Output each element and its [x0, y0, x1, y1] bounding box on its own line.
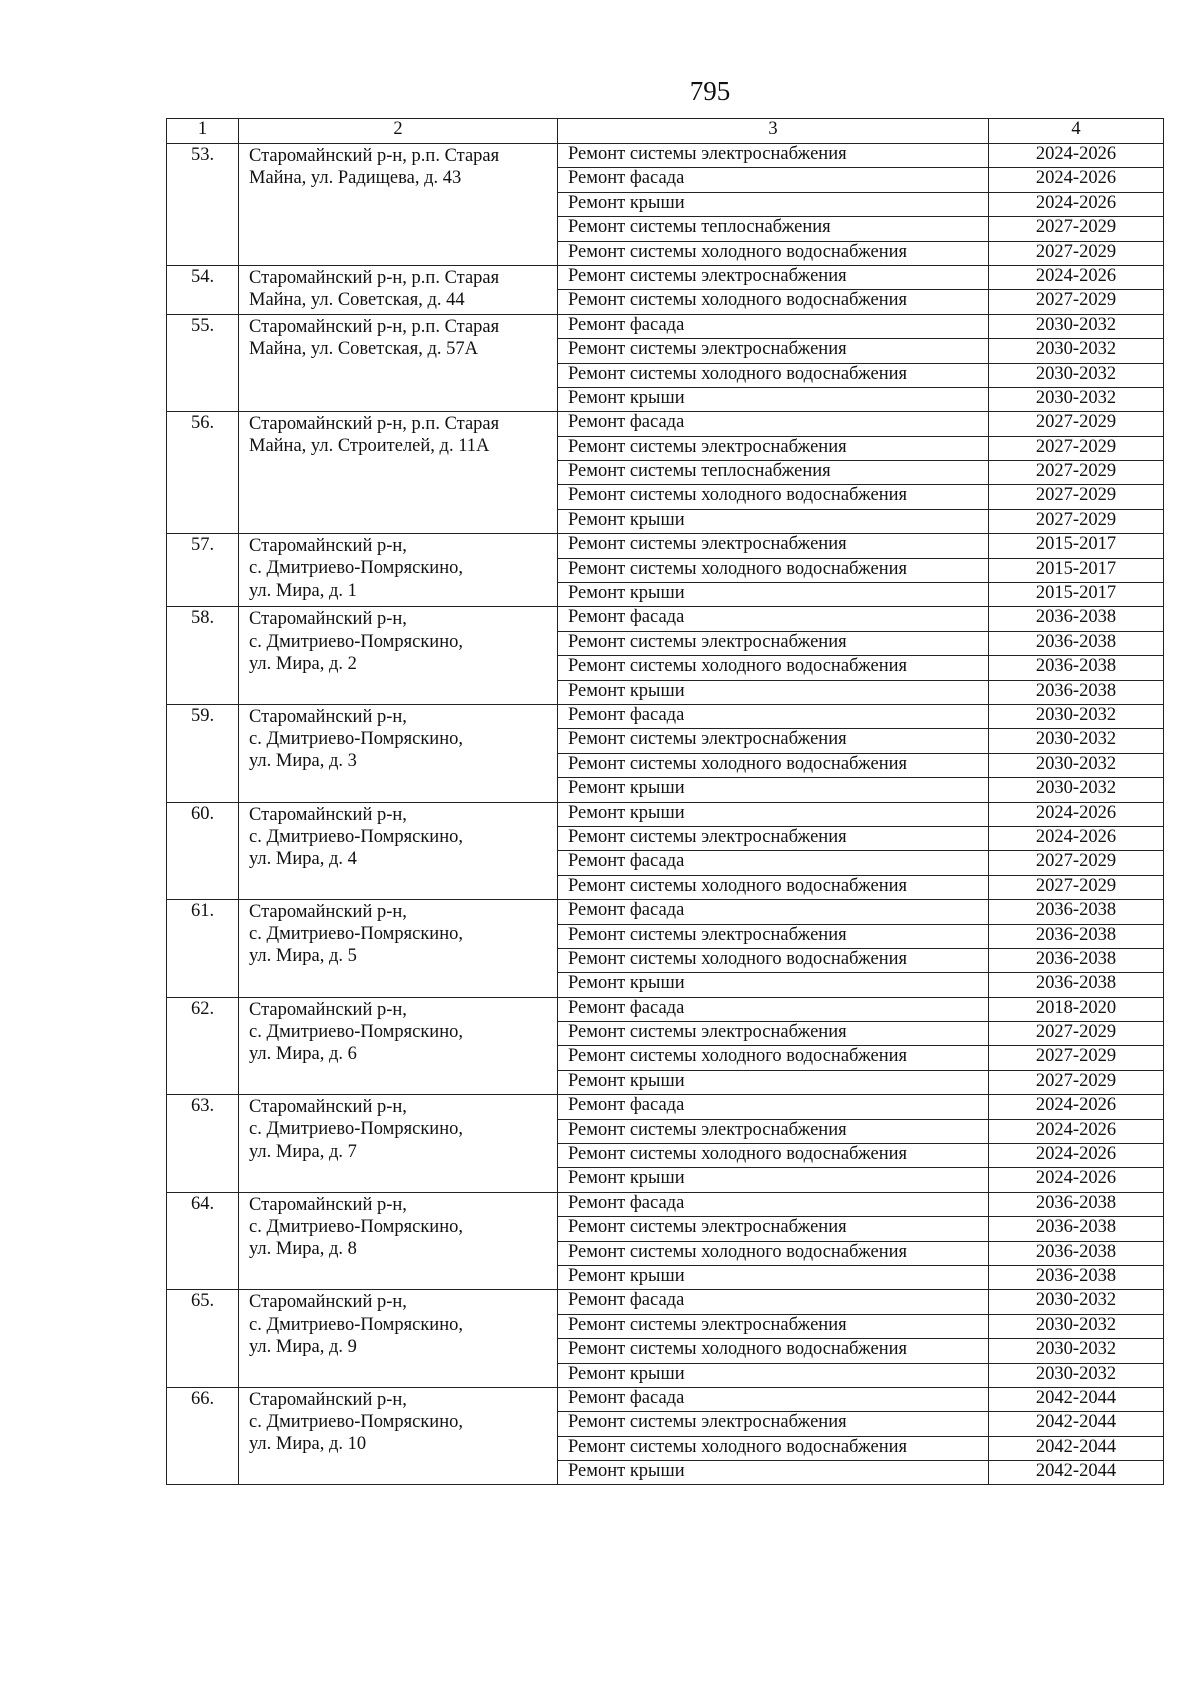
work-period: 2027-2029 — [989, 461, 1164, 485]
item-number: 60. — [167, 802, 239, 900]
work-period: 2027-2029 — [989, 436, 1164, 460]
table-row — [167, 412, 1164, 436]
work-period: 2030-2032 — [989, 1290, 1164, 1314]
work-period: 2027-2029 — [989, 290, 1164, 314]
work-type: Ремонт системы холодного водоснабжения — [558, 241, 989, 265]
work-period: 2036-2038 — [989, 1192, 1164, 1216]
work-type: Ремонт системы холодного водоснабжения — [558, 558, 989, 582]
work-type: Ремонт крыши — [558, 1461, 989, 1485]
column-header-address: 2 — [239, 119, 558, 144]
building-address: Старомайнский р-н, с. Дмитриево-Помряскино, ул. Мира, д. 9 — [239, 1290, 558, 1388]
table-row — [167, 534, 1164, 558]
building-address: Старомайнский р-н, р.п. Старая Майна, ул. Советская, д. 44 — [239, 265, 558, 314]
work-period: 2030-2032 — [989, 1339, 1164, 1363]
work-period: 2024-2026 — [989, 265, 1164, 289]
work-type: Ремонт системы электроснабжения — [558, 1314, 989, 1338]
work-period: 2027-2029 — [989, 509, 1164, 533]
column-header-number: 1 — [167, 119, 239, 144]
item-number: 63. — [167, 1095, 239, 1193]
work-type: Ремонт системы холодного водоснабжения — [558, 1436, 989, 1460]
work-type: Ремонт крыши — [558, 192, 989, 216]
work-period: 2036-2038 — [989, 948, 1164, 972]
work-type: Ремонт фасада — [558, 704, 989, 728]
work-period: 2018-2020 — [989, 997, 1164, 1021]
work-period: 2036-2038 — [989, 1265, 1164, 1289]
item-number: 57. — [167, 534, 239, 607]
work-period: 2030-2032 — [989, 363, 1164, 387]
work-type: Ремонт системы холодного водоснабжения — [558, 485, 989, 509]
work-type: Ремонт крыши — [558, 680, 989, 704]
item-number: 58. — [167, 607, 239, 705]
work-period: 2030-2032 — [989, 778, 1164, 802]
work-type: Ремонт системы электроснабжения — [558, 1022, 989, 1046]
work-type: Ремонт фасада — [558, 314, 989, 338]
work-type: Ремонт крыши — [558, 583, 989, 607]
work-type: Ремонт крыши — [558, 778, 989, 802]
work-type: Ремонт фасада — [558, 997, 989, 1021]
work-type: Ремонт системы электроснабжения — [558, 1217, 989, 1241]
work-type: Ремонт системы электроснабжения — [558, 1412, 989, 1436]
building-address: Старомайнский р-н, с. Дмитриево-Помряскино, ул. Мира, д. 4 — [239, 802, 558, 900]
work-type: Ремонт системы электроснабжения — [558, 144, 989, 168]
work-period: 2042-2044 — [989, 1387, 1164, 1411]
item-number: 55. — [167, 314, 239, 412]
building-address: Старомайнский р-н, с. Дмитриево-Помряскино, ул. Мира, д. 1 — [239, 534, 558, 607]
work-type: Ремонт крыши — [558, 1168, 989, 1192]
work-type: Ремонт системы электроснабжения — [558, 436, 989, 460]
work-type: Ремонт системы холодного водоснабжения — [558, 1339, 989, 1363]
work-period: 2024-2026 — [989, 1144, 1164, 1168]
work-period: 2036-2038 — [989, 924, 1164, 948]
item-number: 56. — [167, 412, 239, 534]
work-type: Ремонт крыши — [558, 1363, 989, 1387]
table-row — [167, 900, 1164, 924]
building-address: Старомайнский р-н, с. Дмитриево-Помряскино, ул. Мира, д. 6 — [239, 997, 558, 1095]
work-period: 2027-2029 — [989, 851, 1164, 875]
work-type: Ремонт системы теплоснабжения — [558, 217, 989, 241]
work-period: 2027-2029 — [989, 1022, 1164, 1046]
table-row — [167, 1095, 1164, 1119]
work-type: Ремонт системы электроснабжения — [558, 265, 989, 289]
item-number: 54. — [167, 265, 239, 314]
column-header-period: 4 — [989, 119, 1164, 144]
work-type: Ремонт системы холодного водоснабжения — [558, 656, 989, 680]
work-type: Ремонт системы холодного водоснабжения — [558, 875, 989, 899]
work-type: Ремонт крыши — [558, 387, 989, 411]
work-type: Ремонт системы электроснабжения — [558, 1119, 989, 1143]
work-period: 2015-2017 — [989, 583, 1164, 607]
work-type: Ремонт фасада — [558, 900, 989, 924]
column-header-work: 3 — [558, 119, 989, 144]
work-period: 2036-2038 — [989, 900, 1164, 924]
work-period: 2030-2032 — [989, 1363, 1164, 1387]
building-address: Старомайнский р-н, с. Дмитриево-Помряскино, ул. Мира, д. 5 — [239, 900, 558, 998]
table-row — [167, 265, 1164, 289]
work-type: Ремонт системы холодного водоснабжения — [558, 363, 989, 387]
table-row — [167, 997, 1164, 1021]
building-address: Старомайнский р-н, р.п. Старая Майна, ул. Строителей, д. 11А — [239, 412, 558, 534]
work-period: 2036-2038 — [989, 1241, 1164, 1265]
work-type: Ремонт системы электроснабжения — [558, 339, 989, 363]
work-period: 2030-2032 — [989, 387, 1164, 411]
work-period: 2027-2029 — [989, 217, 1164, 241]
work-period: 2036-2038 — [989, 1217, 1164, 1241]
work-period: 2030-2032 — [989, 339, 1164, 363]
work-period: 2024-2026 — [989, 144, 1164, 168]
work-period: 2030-2032 — [989, 1314, 1164, 1338]
work-type: Ремонт системы холодного водоснабжения — [558, 1241, 989, 1265]
work-period: 2027-2029 — [989, 412, 1164, 436]
work-type: Ремонт фасада — [558, 1095, 989, 1119]
building-address: Старомайнский р-н, с. Дмитриево-Помряскино, ул. Мира, д. 2 — [239, 607, 558, 705]
work-period: 2024-2026 — [989, 168, 1164, 192]
work-type: Ремонт крыши — [558, 973, 989, 997]
item-number: 64. — [167, 1192, 239, 1290]
item-number: 62. — [167, 997, 239, 1095]
table-row — [167, 1387, 1164, 1411]
work-period: 2024-2026 — [989, 192, 1164, 216]
work-type: Ремонт системы электроснабжения — [558, 826, 989, 850]
table-row — [167, 704, 1164, 728]
building-address: Старомайнский р-н, с. Дмитриево-Помряскино, ул. Мира, д. 3 — [239, 704, 558, 802]
work-type: Ремонт системы теплоснабжения — [558, 461, 989, 485]
repair-schedule-table — [166, 118, 1164, 1485]
item-number: 65. — [167, 1290, 239, 1388]
work-period: 2036-2038 — [989, 680, 1164, 704]
work-type: Ремонт фасада — [558, 1290, 989, 1314]
work-type: Ремонт системы электроснабжения — [558, 729, 989, 753]
header-row — [167, 119, 1164, 144]
work-period: 2030-2032 — [989, 753, 1164, 777]
work-type: Ремонт крыши — [558, 802, 989, 826]
work-period: 2024-2026 — [989, 1119, 1164, 1143]
work-period: 2030-2032 — [989, 314, 1164, 338]
table-body — [167, 144, 1164, 1485]
work-type: Ремонт фасада — [558, 412, 989, 436]
work-period: 2042-2044 — [989, 1461, 1164, 1485]
work-type: Ремонт фасада — [558, 607, 989, 631]
work-type: Ремонт системы электроснабжения — [558, 631, 989, 655]
work-period: 2027-2029 — [989, 875, 1164, 899]
work-type: Ремонт системы холодного водоснабжения — [558, 753, 989, 777]
table-row — [167, 1290, 1164, 1314]
work-type: Ремонт системы электроснабжения — [558, 534, 989, 558]
work-period: 2036-2038 — [989, 656, 1164, 680]
work-period: 2027-2029 — [989, 1070, 1164, 1094]
work-type: Ремонт крыши — [558, 509, 989, 533]
work-type: Ремонт фасада — [558, 851, 989, 875]
table-row — [167, 1192, 1164, 1216]
work-period: 2024-2026 — [989, 802, 1164, 826]
table-header — [167, 119, 1164, 144]
work-type: Ремонт системы холодного водоснабжения — [558, 290, 989, 314]
work-type: Ремонт системы холодного водоснабжения — [558, 948, 989, 972]
item-number: 53. — [167, 144, 239, 266]
work-period: 2030-2032 — [989, 704, 1164, 728]
work-type: Ремонт фасада — [558, 1387, 989, 1411]
table-row — [167, 802, 1164, 826]
work-type: Ремонт крыши — [558, 1265, 989, 1289]
item-number: 61. — [167, 900, 239, 998]
work-type: Ремонт крыши — [558, 1070, 989, 1094]
work-period: 2030-2032 — [989, 729, 1164, 753]
work-type: Ремонт фасада — [558, 168, 989, 192]
work-type: Ремонт фасада — [558, 1192, 989, 1216]
table-row — [167, 144, 1164, 168]
building-address: Старомайнский р-н, с. Дмитриево-Помряскино, ул. Мира, д. 7 — [239, 1095, 558, 1193]
work-period: 2027-2029 — [989, 241, 1164, 265]
building-address: Старомайнский р-н, с. Дмитриево-Помряскино, ул. Мира, д. 8 — [239, 1192, 558, 1290]
page-number: 795 — [689, 76, 731, 106]
building-address: Старомайнский р-н, р.п. Старая Майна, ул. Советская, д. 57А — [239, 314, 558, 412]
work-period: 2024-2026 — [989, 826, 1164, 850]
work-period: 2042-2044 — [989, 1436, 1164, 1460]
work-period: 2024-2026 — [989, 1095, 1164, 1119]
work-period: 2015-2017 — [989, 558, 1164, 582]
work-type: Ремонт системы холодного водоснабжения — [558, 1046, 989, 1070]
work-period: 2027-2029 — [989, 485, 1164, 509]
work-period: 2036-2038 — [989, 631, 1164, 655]
work-period: 2042-2044 — [989, 1412, 1164, 1436]
building-address: Старомайнский р-н, с. Дмитриево-Помряскино, ул. Мира, д. 10 — [239, 1387, 558, 1485]
work-period: 2036-2038 — [989, 607, 1164, 631]
item-number: 66. — [167, 1387, 239, 1485]
table-row — [167, 607, 1164, 631]
building-address: Старомайнский р-н, р.п. Старая Майна, ул. Радищева, д. 43 — [239, 144, 558, 266]
table-row — [167, 314, 1164, 338]
work-type: Ремонт системы холодного водоснабжения — [558, 1144, 989, 1168]
work-period: 2036-2038 — [989, 973, 1164, 997]
work-type: Ремонт системы электроснабжения — [558, 924, 989, 948]
item-number: 59. — [167, 704, 239, 802]
work-period: 2024-2026 — [989, 1168, 1164, 1192]
work-period: 2027-2029 — [989, 1046, 1164, 1070]
work-period: 2015-2017 — [989, 534, 1164, 558]
